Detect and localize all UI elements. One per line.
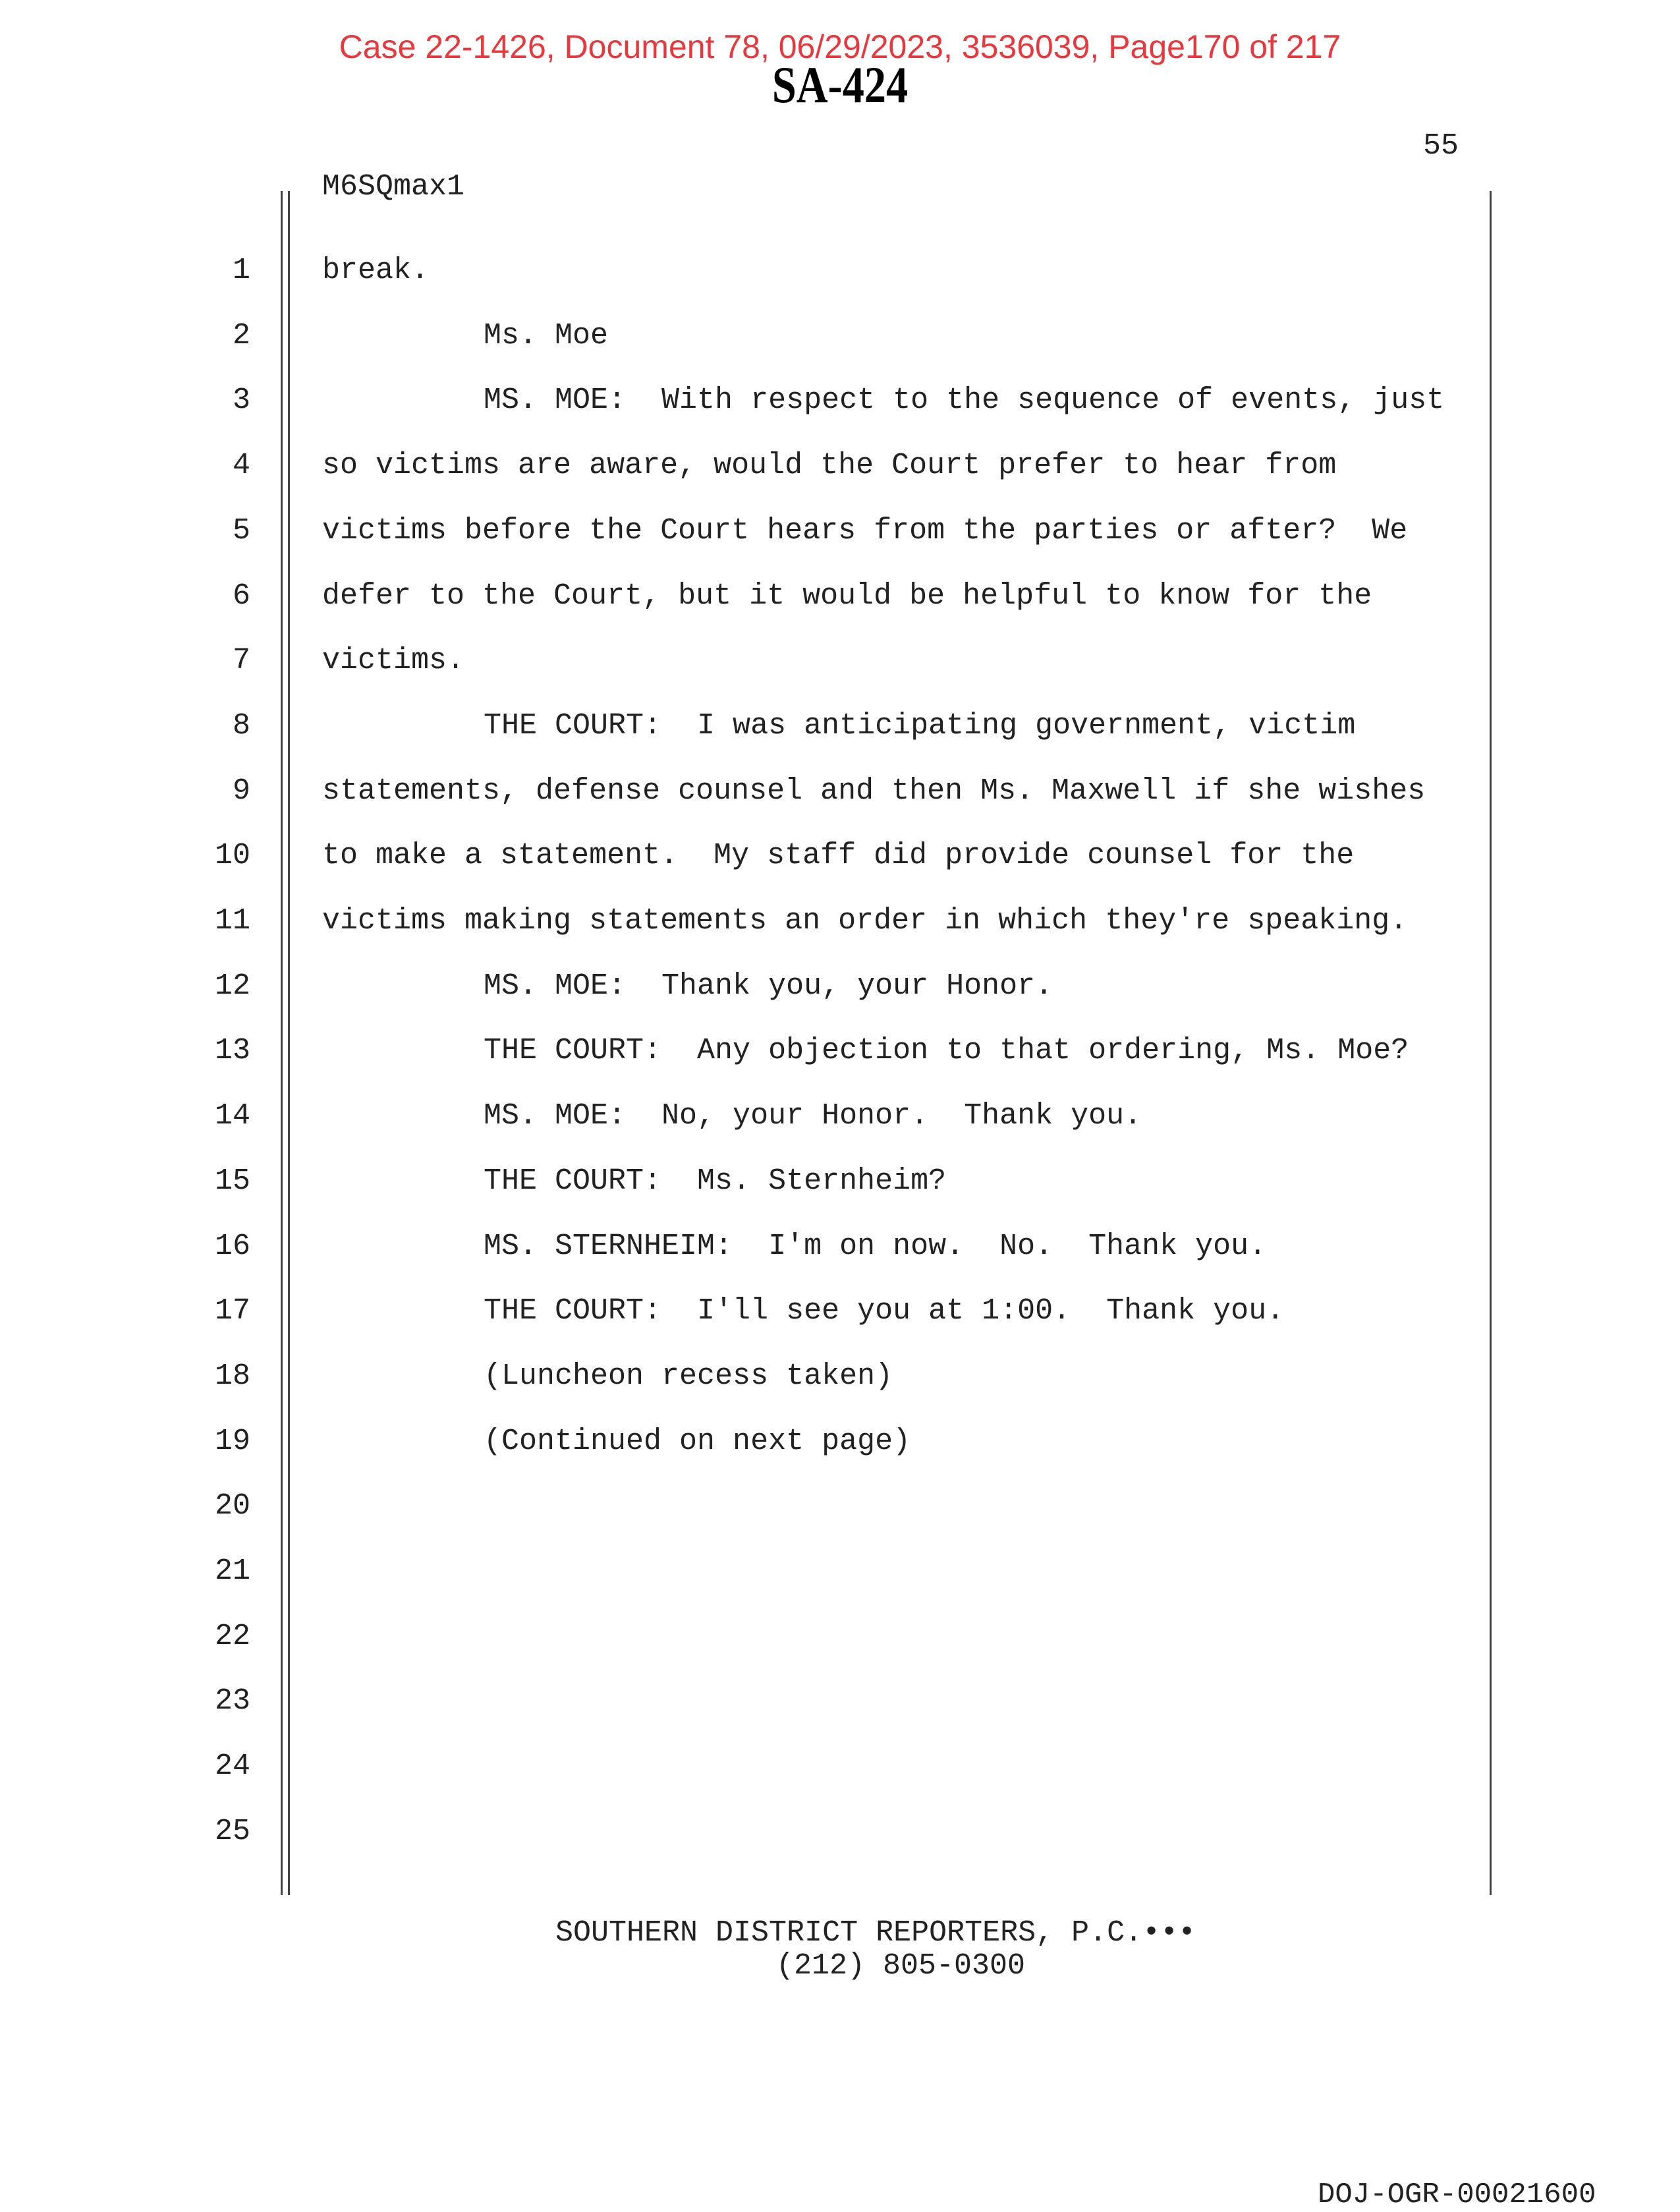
- transcript-line: THE COURT: I'll see you at 1:00. Thank you.: [484, 1294, 1285, 1328]
- line-number: 16: [214, 1229, 250, 1263]
- line-number: 1: [232, 254, 250, 287]
- transcript-line: statements, defense counsel and then Ms. Maxwell if she wishes: [322, 774, 1426, 808]
- line-number: 5: [232, 513, 250, 548]
- transcript-line: victims before the Court hears from the parties or after? We: [322, 513, 1408, 548]
- filing-stamp: Case 22-1426, Document 78, 06/29/2023, 3536039, Page170 of 217: [339, 28, 1341, 65]
- transcript-line: MS. MOE: With respect to the sequence of events, just: [484, 383, 1445, 418]
- transcript-line: (Luncheon recess taken): [484, 1359, 893, 1393]
- line-number: 10: [214, 839, 250, 873]
- line-number: 6: [232, 579, 250, 613]
- line-number: 4: [232, 449, 250, 483]
- transcript-line: THE COURT: I was anticipating government, victim: [484, 708, 1356, 743]
- reporter-phone: (212) 805-0300: [776, 1949, 1026, 1983]
- transcript-line: MS. MOE: No, your Honor. Thank you.: [484, 1099, 1142, 1133]
- transcript-line: MS. STERNHEIM: I'm on now. No. Thank you.: [484, 1229, 1267, 1263]
- line-number: 7: [232, 644, 250, 678]
- transcript-page-number: 55: [1423, 129, 1459, 163]
- reporter-name: SOUTHERN DISTRICT REPORTERS, P.C.•••: [555, 1916, 1196, 1950]
- left-margin-rule: [288, 191, 290, 1895]
- line-number: 12: [214, 969, 250, 1003]
- line-number: 21: [214, 1554, 250, 1588]
- transcript-line: defer to the Court, but it would be helpful to know for the: [322, 579, 1372, 613]
- transcript-line: victims.: [322, 644, 465, 678]
- line-number: 13: [214, 1034, 250, 1068]
- transcript-line: THE COURT: Any objection to that ordering, Ms. Moe?: [484, 1034, 1409, 1068]
- line-number: 3: [232, 383, 250, 418]
- line-number: 17: [214, 1294, 250, 1328]
- line-number: 15: [214, 1164, 250, 1198]
- line-number: 25: [214, 1814, 250, 1848]
- line-number: 19: [214, 1424, 250, 1458]
- transcript-line: THE COURT: Ms. Sternheim?: [484, 1164, 947, 1198]
- transcript-line: (Continued on next page): [484, 1424, 911, 1458]
- line-number: 22: [214, 1619, 250, 1653]
- line-number: 14: [214, 1099, 250, 1133]
- transcript-line: victims making statements an order in which they're speaking.: [322, 904, 1408, 938]
- line-number: 20: [214, 1489, 250, 1523]
- transcript-line: so victims are aware, would the Court prefer to hear from: [322, 449, 1337, 483]
- case-identifier: M6SQmax1: [322, 170, 465, 204]
- line-number: 8: [232, 708, 250, 743]
- transcript-line: break.: [322, 254, 430, 287]
- bates-number: DOJ-OGR-00021600: [1318, 2178, 1596, 2211]
- left-margin-rule: [281, 191, 283, 1895]
- transcript-line: to make a statement. My staff did provide counsel for the: [322, 839, 1355, 873]
- transcript-line: MS. MOE: Thank you, your Honor.: [484, 969, 1053, 1003]
- line-number: 18: [214, 1359, 250, 1393]
- right-margin-rule: [1490, 191, 1492, 1895]
- transcript-line: Ms. Moe: [484, 318, 609, 353]
- appendix-page-label: SA-424: [771, 56, 909, 113]
- line-number: 24: [214, 1749, 250, 1784]
- line-number: 11: [214, 904, 250, 938]
- line-number: 2: [232, 318, 250, 353]
- line-number: 9: [232, 774, 250, 808]
- line-number: 23: [214, 1684, 250, 1718]
